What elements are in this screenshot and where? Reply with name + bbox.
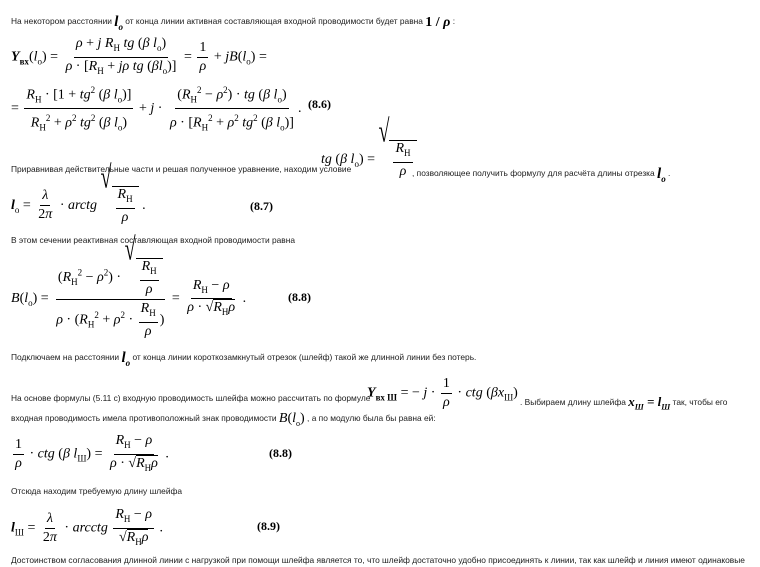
- p5-text-c: так, чтобы его: [672, 397, 728, 407]
- paragraph-5-a: На основе формулы (5.11 с) входную проводимость шлейфа можно рассчитать по формуле: [11, 393, 371, 403]
- equation-8-8-b: $B(l_о)$ = $(R_Н^2 - \rho^2)$ · √ $\frac{R_Н}{\rho}$ $\rho \cdot (R_Н^2 + \rho^2$ · $\frac{R_Н}{\rho}$ ) = $\frac{R_Н - \rho}{\rho \cdot √R_Н\rho}$ .: [11, 232, 247, 339]
- p4-text-a: Подключаем на расстоянии: [11, 352, 120, 362]
- math-b-l0: $B(l_о)$: [278, 411, 305, 428]
- math-y-stub: $Y_{вх Ш}$ = − j · $\frac{1}{\rho}$ · ctg $(\beta x_Ш)$: [367, 376, 518, 410]
- equation-8-8-ctg: $\frac{1}{\rho}$ · ctg (β $l_Ш$) = $\frac{R_Н - \rho}{\rho \cdot √R_Н\rho}$ .: [15, 433, 169, 473]
- paragraph-7: Достоинством согласования длинной линии с нагрузкой при помощи шлейфа является то, что шлейф достаточно удобно присоединять к линии, так как шлейф и линия имеют одинаковые: [11, 555, 745, 565]
- eq-number-8-6: (8.6): [308, 97, 331, 111]
- paragraph-3: В этом сечении реактивная составляющая входной проводимости равна: [11, 235, 296, 245]
- paragraph-4: [11, 348, 476, 369]
- eq-number-8-7: (8.7): [250, 199, 273, 213]
- paragraph-5-c: [11, 410, 436, 431]
- p2-text-c: .: [668, 168, 671, 178]
- p1-text-a: На некотором расстоянии: [11, 16, 112, 26]
- paragraph-5-b: [520, 393, 727, 415]
- p1-text-b: от конца линии активная составляющая входной проводимости будет равна: [125, 16, 423, 26]
- equation-yin: $Y_{вх}(l_о)$ = $\frac{\rho + j R_Н tg (\beta l_о)}{\rho \cdot [R_Н + j\rho tg (\beta l_о)]}$ = $\frac{1}{\rho}$ + $jB(l_о)$ =: [11, 36, 267, 76]
- equation-8-7: $l_о$ = $\frac{\lambda}{2\pi}$ · arctg √ $\frac{R_Н}{\rho}$ .: [11, 160, 146, 225]
- p5-text-b: . Выбираем длину шлейфа: [520, 397, 626, 407]
- paragraph-1: [11, 12, 455, 33]
- math-one-over-rho: 1 / ρ: [425, 15, 451, 30]
- paragraph-6: Отсюда находим требуемую длину шлейфа: [11, 486, 183, 496]
- paragraph-2-b: [412, 164, 670, 185]
- math-l0: $l_о$: [114, 14, 123, 32]
- equation-8-6: = $\frac{R_Н \cdot [1 + tg^2 (\beta l_о)]}{R_Н^2 + \rho^2 tg^2 (\beta l_о)}$ + j · $\frac{(R_Н^2 - \rho^2) \cdot tg (\beta l_о)}{\rho \cdot [R_Н^2 + \rho^2 tg^2 (\beta l_о)]}$ .: [11, 82, 301, 136]
- eq-number-8-8-second: (8.8): [269, 446, 292, 460]
- p4-text-b: от конца линии короткозамкнутый отрезок (шлейф) такой же длинной линии без потерь.: [132, 352, 477, 362]
- p5-text-d: входная проводимость имела противоположный знак проводимости: [11, 413, 277, 423]
- math-condition-tg: tg (β $l_о$) = √ $\frac{R_Н}{\rho}$: [321, 140, 417, 180]
- p2-text-b: , позволяющее получить формулу для расчёта длины отрезка: [412, 168, 655, 178]
- math-l0-2: $l_о$: [657, 166, 666, 184]
- equation-8-9: $l_Ш$ = $\frac{\lambda}{2\pi}$ · arcctg $\frac{R_Н - \rho}{√R_Н\rho}$ .: [11, 507, 164, 547]
- paragraph-2-a: Приравнивая действительные части и решая полученное уравнение, находим условие: [11, 164, 352, 174]
- p5-text-e: , а по модулю была бы равна ей:: [307, 413, 436, 423]
- eq-number-8-9: (8.9): [257, 519, 280, 533]
- math-l0-3: $l_о$: [121, 350, 131, 368]
- eq-number-8-8-first: (8.8): [288, 290, 311, 304]
- p1-text-c: :: [452, 16, 456, 26]
- math-x-stub: $x_Ш = l_Ш$: [628, 394, 671, 412]
